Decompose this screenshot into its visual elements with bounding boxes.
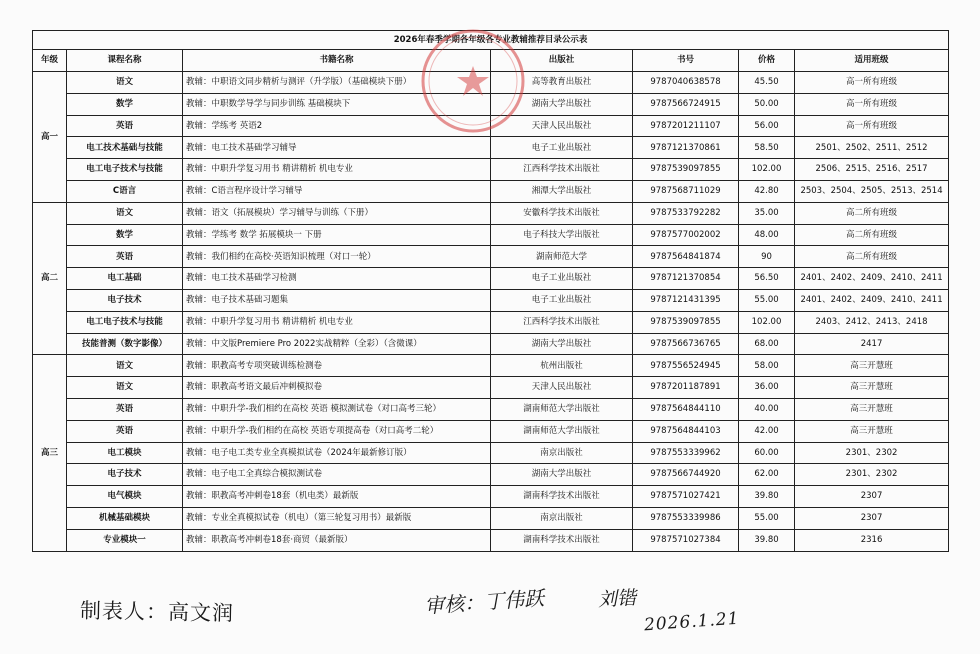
classes-cell: 高三开慧班 [795,377,949,399]
course-cell: 电工电子技术与技能 [67,311,183,333]
isbn-cell: 9787201187891 [633,377,739,399]
publisher-cell: 电子科技大学出版社 [491,224,633,246]
price-cell: 56.00 [739,115,795,137]
book-cell: 教辅：电工技术基础学习检测 [183,268,491,290]
table-row [33,93,949,115]
table-row [33,115,949,137]
course-cell: 语文 [67,377,183,399]
price-cell: 35.00 [739,202,795,224]
course-cell: 电子技术 [67,289,183,311]
isbn-cell: 9787539097855 [633,311,739,333]
table-row [33,159,949,181]
table-row [33,442,949,464]
isbn-cell: 9787121370854 [633,268,739,290]
classes-cell: 2503、2504、2505、2513、2514 [795,180,949,202]
book-cell: 教辅：C语言程序设计学习辅导 [183,180,491,202]
grade-cell: 高二 [33,202,67,355]
course-cell: 英语 [67,115,183,137]
isbn-cell: 9787553339986 [633,507,739,529]
book-cell: 教辅：中职升学复习用书 精讲精析 机电专业 [183,159,491,181]
classes-cell: 2301、2302 [795,464,949,486]
price-cell: 50.00 [739,93,795,115]
classes-cell: 2401、2402、2409、2410、2411 [795,289,949,311]
book-cell: 教辅：专业全真模拟试卷（机电）（第三轮复习用书）最新版 [183,507,491,529]
price-cell: 102.00 [739,311,795,333]
classes-cell: 2403、2412、2413、2418 [795,311,949,333]
classes-cell: 高三开慧班 [795,398,949,420]
book-cell: 教辅：电子电工全真综合模拟测试卷 [183,464,491,486]
publisher-cell: 天津人民出版社 [491,115,633,137]
grade-cell: 高一 [33,72,67,203]
publisher-cell: 安徽科学技术出版社 [491,202,633,224]
price-cell: 58.00 [739,355,795,377]
table-title: 2026年春季学期各年级各专业教辅推荐目录公示表 [33,31,949,50]
table-row [33,137,949,159]
course-cell: 语文 [67,72,183,94]
classes-cell: 高一所有班级 [795,72,949,94]
table-row [33,224,949,246]
table-row [33,202,949,224]
course-cell: 专业模块一 [67,529,183,551]
title-row [33,31,949,50]
publisher-cell: 南京出版社 [491,442,633,464]
table-row [33,311,949,333]
price-cell: 48.00 [739,224,795,246]
isbn-cell: 9787571027421 [633,486,739,508]
table-row [33,420,949,442]
classes-cell: 高三开慧班 [795,420,949,442]
book-cell: 教辅：中职升学-我们相约在高校 英语专项提高卷（对口高考二轮） [183,420,491,442]
publisher-cell: 湖南师范大学出版社 [491,420,633,442]
publisher-cell: 湖南大学出版社 [491,464,633,486]
book-cell: 教辅：语文（拓展模块）学习辅导与训练（下册） [183,202,491,224]
header-row [33,50,949,72]
publisher-cell: 天津人民出版社 [491,377,633,399]
course-cell: 数学 [67,224,183,246]
course-cell: 英语 [67,420,183,442]
publisher-cell: 湘潭大学出版社 [491,180,633,202]
isbn-cell: 9787121431395 [633,289,739,311]
classes-cell: 2316 [795,529,949,551]
book-cell: 教辅：学练考 数学 拓展模块一 下册 [183,224,491,246]
price-cell: 58.50 [739,137,795,159]
price-cell: 45.50 [739,72,795,94]
classes-cell: 2307 [795,486,949,508]
course-cell: 电子技术 [67,464,183,486]
publisher-cell: 湖南师范大学 [491,246,633,268]
publisher-cell: 湖南科学技术出版社 [491,486,633,508]
table-row [33,289,949,311]
header-book: 书籍名称 [183,50,491,72]
price-cell: 39.80 [739,486,795,508]
classes-cell: 2417 [795,333,949,355]
isbn-cell: 9787201211107 [633,115,739,137]
book-cell: 教辅：电子电工类专业全真模拟试卷（2024年最新修订版） [183,442,491,464]
book-cell: 教辅：我们相约在高校·英语知识梳理（对口一轮） [183,246,491,268]
course-cell: 英语 [67,246,183,268]
publisher-cell: 湖南师范大学出版社 [491,398,633,420]
publisher-cell: 电子工业出版社 [491,289,633,311]
price-cell: 60.00 [739,442,795,464]
isbn-cell: 9787564844110 [633,398,739,420]
isbn-cell: 9787539097855 [633,159,739,181]
classes-cell: 高三开慧班 [795,355,949,377]
book-cell: 教辅：中职升学复习用书 精讲精析 机电专业 [183,311,491,333]
signature-reviewer: 审核：丁伟跃 [423,585,545,619]
isbn-cell: 9787564844103 [633,420,739,442]
course-cell: 电工电子技术与技能 [67,159,183,181]
course-cell: 电工模块 [67,442,183,464]
price-cell: 102.00 [739,159,795,181]
book-cell: 教辅：中文版Premiere Pro 2022实战精粹（全彩）（含微课） [183,333,491,355]
signature-second: 刘锴 [597,587,637,611]
header-isbn: 书号 [633,50,739,72]
isbn-cell: 9787577002002 [633,224,739,246]
course-cell: 电工技术基础与技能 [67,137,183,159]
price-cell: 36.00 [739,377,795,399]
classes-cell: 高二所有班级 [795,224,949,246]
isbn-cell: 9787568711029 [633,180,739,202]
course-cell: 数学 [67,93,183,115]
publisher-cell: 电子工业出版社 [491,137,633,159]
publisher-cell: 南京出版社 [491,507,633,529]
classes-cell: 高二所有班级 [795,202,949,224]
table-row [33,377,949,399]
classes-cell: 高一所有班级 [795,115,949,137]
classes-cell: 2307 [795,507,949,529]
isbn-cell: 9787040638578 [633,72,739,94]
publisher-cell: 江西科学技术出版社 [491,311,633,333]
table-row [33,486,949,508]
publisher-cell: 杭州出版社 [491,355,633,377]
table-row [33,246,949,268]
table-row [33,268,949,290]
price-cell: 55.00 [739,289,795,311]
table-row [33,180,949,202]
course-cell: 电工基础 [67,268,183,290]
book-cell: 教辅：职教高考专项突破训练检测卷 [183,355,491,377]
course-cell: 机械基础模块 [67,507,183,529]
table-row [33,355,949,377]
price-cell: 40.00 [739,398,795,420]
isbn-cell: 9787553339962 [633,442,739,464]
price-cell: 55.00 [739,507,795,529]
course-cell: 英语 [67,398,183,420]
book-cell: 教辅：电子技术基础习题集 [183,289,491,311]
book-cell: 教辅：学练考 英语2 [183,115,491,137]
publisher-cell: 湖南大学出版社 [491,93,633,115]
course-cell: C语言 [67,180,183,202]
publisher-cell: 湖南科学技术出版社 [491,529,633,551]
isbn-cell: 9787571027384 [633,529,739,551]
isbn-cell: 9787121370861 [633,137,739,159]
classes-cell: 高二所有班级 [795,246,949,268]
isbn-cell: 9787566744920 [633,464,739,486]
book-cell: 教辅：职教高考语文最后冲刺模拟卷 [183,377,491,399]
table-row [33,72,949,94]
table-row [33,333,949,355]
price-cell: 42.00 [739,420,795,442]
publisher-cell: 湖南大学出版社 [491,333,633,355]
book-cell: 教辅：电工技术基础学习辅导 [183,137,491,159]
price-cell: 56.50 [739,268,795,290]
table-row [33,507,949,529]
book-cell: 教辅：中职语文同步精析与测评（升学版）（基础模块下册） [183,72,491,94]
header-classes: 适用班级 [795,50,949,72]
price-cell: 68.00 [739,333,795,355]
course-cell: 电气模块 [67,486,183,508]
course-cell: 技能普测（数字影像） [67,333,183,355]
table-row [33,464,949,486]
book-cell: 教辅：中职数学导学与同步训练 基础模块下 [183,93,491,115]
price-cell: 90 [739,246,795,268]
isbn-cell: 9787566736765 [633,333,739,355]
header-grade: 年级 [33,50,67,72]
isbn-cell: 9787566724915 [633,93,739,115]
price-cell: 62.00 [739,464,795,486]
isbn-cell: 9787533792282 [633,202,739,224]
book-cell: 教辅：中职升学-我们相约在高校 英语 模拟测试卷（对口高考三轮） [183,398,491,420]
header-price: 价格 [739,50,795,72]
classes-cell: 2401、2402、2409、2410、2411 [795,268,949,290]
textbook-table [32,30,949,552]
course-cell: 语文 [67,202,183,224]
grade-cell: 高三 [33,355,67,551]
classes-cell: 2501、2502、2511、2512 [795,137,949,159]
table-row [33,529,949,551]
isbn-cell: 9787556524945 [633,355,739,377]
publisher-cell: 江西科学技术出版社 [491,159,633,181]
classes-cell: 2506、2515、2516、2517 [795,159,949,181]
signature-maker: 制表人：高文润 [79,598,235,626]
table-row [33,398,949,420]
price-cell: 39.80 [739,529,795,551]
book-cell: 教辅：职教高考冲刺卷18套·商贸（最新版） [183,529,491,551]
signature-date: 2026.1.21 [643,608,741,636]
price-cell: 42.80 [739,180,795,202]
publisher-cell: 电子工业出版社 [491,268,633,290]
publisher-cell: 高等教育出版社 [491,72,633,94]
header-publisher: 出版社 [491,50,633,72]
classes-cell: 高一所有班级 [795,93,949,115]
book-cell: 教辅：职教高考冲刺卷18套（机电类）最新版 [183,486,491,508]
classes-cell: 2301、2302 [795,442,949,464]
header-course: 课程名称 [67,50,183,72]
course-cell: 语文 [67,355,183,377]
isbn-cell: 9787564841874 [633,246,739,268]
